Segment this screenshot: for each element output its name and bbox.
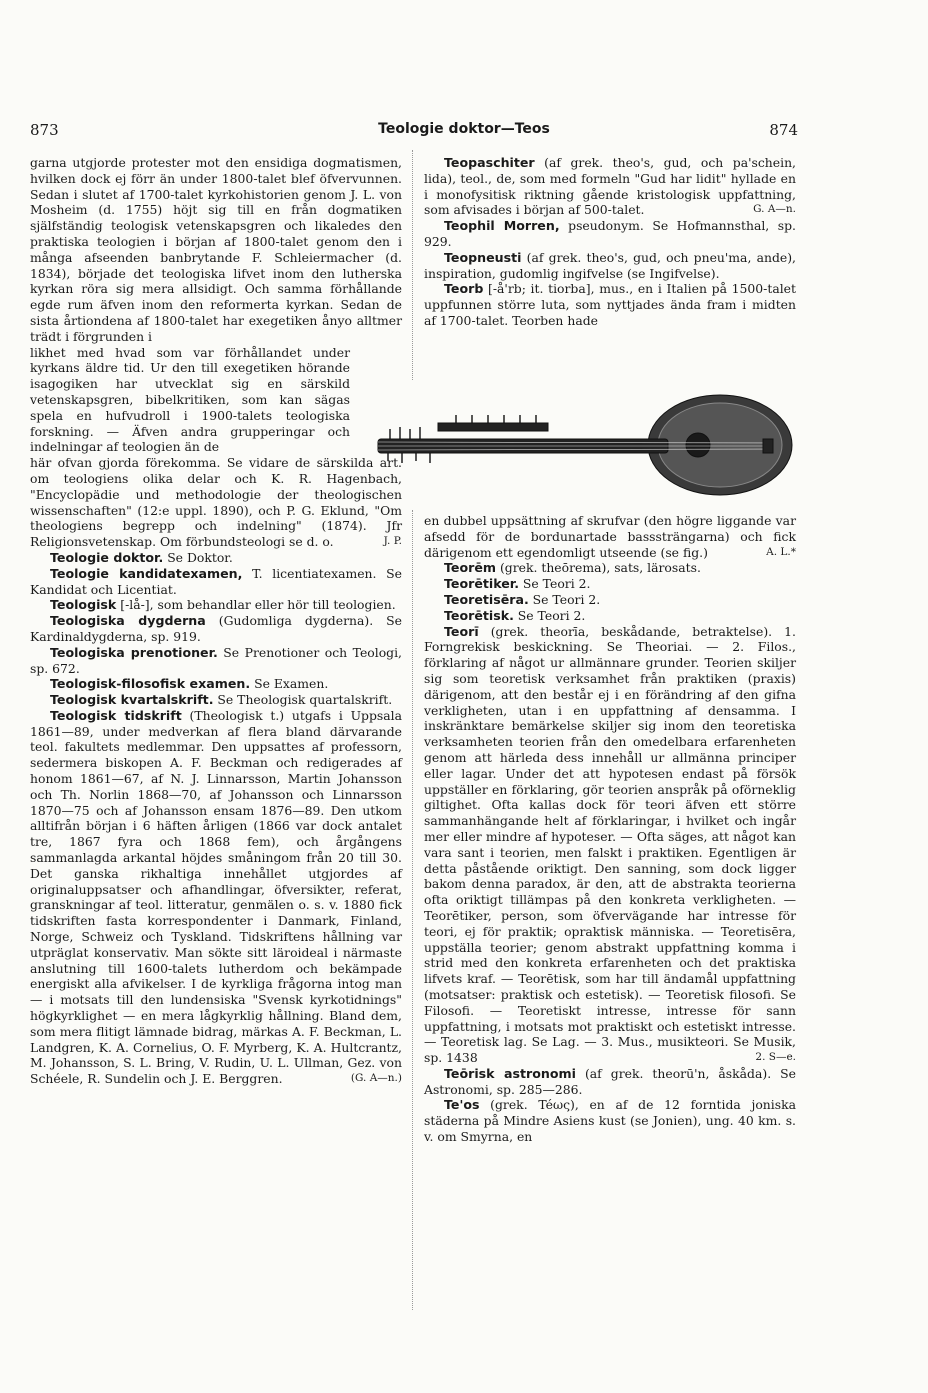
dictionary-entry	[424, 218, 796, 250]
entry-keyword: Teorētisk.	[444, 607, 514, 623]
dictionary-entry	[30, 550, 402, 566]
entry-text: (grek. Téως), en af de 12 forntida joniska städerna på Mindre Asiens kust (se Jonien), ung. 40 km. s. v. om Smyrna, en	[424, 1097, 796, 1145]
left-wrap-text: likhet med hvad som var förhållandet under kyrkans äldre tid. Ur den till exegetiken hörande isagogiken har utvecklat sig en särskild vetenskapsgren, bibelkritiken, som kan sägas spela en hufvudroll i 1900-talets teologiska forskning. — Äfven andra grupperingar och indelningar af teologien än de	[30, 344, 350, 455]
author-signature: G. A—n.	[753, 203, 796, 216]
right-entry-list	[424, 560, 796, 1144]
left-entry-list	[30, 550, 402, 1087]
dictionary-entry	[30, 676, 402, 692]
column-rule-bottom	[412, 510, 413, 1310]
entry-text: Se Teori 2.	[513, 607, 586, 623]
author-signature: 2. S—e.	[755, 1051, 796, 1064]
author-signature: (G. A—n.)	[350, 1072, 402, 1085]
entry-keyword: Teologisk kvartalskrift.	[50, 692, 214, 708]
entry-text: Se Teori 2.	[528, 591, 601, 607]
entry-text: (af grek. theo's, gud, och pa'schein, lida), teol., de, som med formeln "Gud har lidit" hyllade en i monofysitisk riktning gående kristologisk uppfattning, som afvisades i början af 500-talet.	[424, 155, 796, 218]
dictionary-entry	[30, 597, 402, 613]
dictionary-entry	[30, 708, 402, 1087]
dictionary-entry	[30, 613, 402, 645]
right-column-bottom	[424, 513, 796, 1145]
dictionary-entry	[30, 645, 402, 677]
entry-keyword: Teologie doktor.	[50, 549, 164, 565]
dictionary-entry	[424, 281, 796, 328]
entry-keyword: Teologiska prenotioner.	[50, 644, 218, 660]
dictionary-entry	[30, 566, 402, 598]
entry-keyword: Teologiska dygderna	[50, 613, 206, 629]
left-after-body: här ofvan gjorda förekomma. Se vidare de särskilda art. om teologiens olika delar och K. R. Hagenbach, "Encyclopädie und methodologie der theologischen wissenschaften" (12:e uppl. 1890), och P. G. Eklund, "Om theologiens begrepp och indelning" (1874). Jfr Religionsvetenskap. Om förbundsteologi se d. o.	[30, 455, 402, 550]
entry-text: Se Examen.	[250, 676, 329, 692]
entry-text: Se Prenotioner och Teologi, sp. 672.	[30, 644, 403, 676]
dictionary-entry	[424, 560, 796, 576]
entry-keyword: Teorētiker.	[444, 576, 519, 592]
entry-text: [-lå-], som behandlar eller hör till teologien.	[116, 597, 396, 613]
entry-text: [-å'rb; it. tiorba], mus., en i Italien på 1500-talet uppfunnen större luta, som nyttjades ända fram i midten af 1700-talet. Teorben hade	[424, 281, 796, 328]
entry-text: (grek. theōrema), sats, lärosats.	[496, 560, 701, 576]
entry-text: (Gudomliga dygderna). Se Kardinaldygderna, sp. 919.	[30, 613, 402, 644]
entry-keyword: Teōrisk astronomi	[444, 1065, 576, 1081]
theorbo-illustration-icon	[368, 381, 794, 509]
entry-keyword: Teologisk tidskrift	[50, 707, 182, 723]
dictionary-entry	[424, 624, 796, 1066]
teorb-continuation	[424, 513, 796, 560]
author-signature: A. L.*	[766, 545, 796, 558]
teorb-continuation-text: en dubbel uppsättning af skrufvar (den högre liggande var afsedd för de bordunartade basssträngarna) och fick därigenom ett egendomligt utseende (se fig.)	[424, 513, 796, 560]
column-rule-top	[412, 150, 413, 380]
dictionary-entry	[30, 692, 402, 708]
entry-keyword: Teopneusti	[444, 249, 522, 265]
page-number-left: 873	[30, 121, 59, 139]
entry-keyword: Te'os	[444, 1097, 480, 1113]
entry-text: pseudonym. Se Hofmannsthal, sp. 929.	[424, 218, 796, 249]
entry-keyword: Teophil Morren,	[444, 218, 560, 234]
entry-keyword: Teorēm	[444, 560, 496, 576]
running-title: Teologie doktor—Teos	[378, 121, 550, 137]
left-intro-text: garna utgjorde protester mot den ensidiga dogmatismen, hvilken dock ej förr än under 1800-talet blef öfvervunnen. Sedan i slutet af 1700-talet kyrkohistorien genom J. L. von Mosheim (d. 1755) höjt sig till en från dogmatiken själfständig teologisk vetenskapsgren och likaledes den praktiska teologien i början af 1800-talet genom den i många afseenden banbrytande F. Schleiermacher (d. 1834), började det teologiska lifvet inom den lutherska kyrkan röra sig mera allsidigt. Och samma förhållande egde rum äfven inom den reformerta kyrkan. Sedan de sista årtiondena af 1800-talet har exegetiken ånyo alltmer trädt i förgrunden i	[30, 155, 402, 344]
page-number-right: 874	[769, 121, 798, 139]
entry-text: Se Theologisk quartalskrift.	[213, 692, 393, 708]
entry-keyword: Teologie kandidatexamen,	[50, 565, 243, 581]
entry-text: Se Teori 2.	[518, 576, 591, 592]
entry-keyword: Teoretisēra.	[444, 591, 529, 607]
entry-text: Se Doktor.	[163, 549, 233, 565]
left-after-text	[30, 455, 402, 550]
dictionary-entry	[424, 250, 796, 282]
dictionary-entry	[424, 1097, 796, 1144]
dictionary-entry	[424, 1066, 796, 1098]
entry-keyword: Teorī	[444, 623, 479, 639]
dictionary-entry	[424, 576, 796, 592]
author-signature: J. P.	[383, 535, 402, 548]
entry-text: (grek. theorīa, beskådande, betraktelse). 1. Forngrekisk beskickning. Se Theoriai. — 2. Filos., förklaring af något ur allmännare grunder. Teorien skiljer sig som teoretisk verksamhet från praktiken (praxis) därigenom, att den består ej i en förändring af den gifna verkligheten, utan i en uppfattning af densamma. I inskränktare bemärkelse skiljer sig inom den teoretiska verksamheten teorien från den omedelbara erfarenheten genom att härleda dess innehåll ur allmänna principer eller lagar. Under det att hypotesen endast på försök uppställer en förklaring, gör teorien anspråk på oförneklig giltighet. Ofta kallas dock för teori äfven ett större sammanhängande helt af förklaringar, i hvilket och ingår mer eller mindre af hypoteser. — Ofta säges, att något kan vara sant i teorien, men falskt i praktiken. Egentligen är detta påstående oriktigt. Den sanning, som dock ligger bakom denna paradox, är den, att de abstrakta teorierna ofta oriktigt tillämpas på den konkreta verkligheten. — Teorētiker, person, som öfvervägande har intresse för teori, ej för praktik; opraktisk människa. — Teoretisēra, uppställa teorier; genom abstrakt uppfattning komma i strid med den konkreta erfarenheten och det praktiska lifvets kraf. — Teorētisk, som har till ändamål uppfattning (motsatser: praktisk och estetisk). — Teoretisk filosofi. Se Filosofi. — Teoretiskt intresse, intresse för sann uppfattning, i motsats mot praktiskt och estetiskt intresse. — Teoretisk lag. Se Lag. — 3. Mus., musikteori. Se Musik, sp. 1438	[424, 623, 796, 1066]
entry-text: T. licentiatexamen. Se Kandidat och Licentiat.	[30, 565, 403, 597]
left-column	[30, 155, 402, 1087]
dictionary-entry	[424, 592, 796, 608]
entry-keyword: Teologisk	[50, 597, 117, 613]
entry-text: (af grek. theorū'n, åskåda). Se Astronomi, sp. 285—286.	[424, 1065, 796, 1097]
right-column-top	[424, 155, 796, 329]
entry-text: (af grek. theo's, gud, och pneu'ma, ande), inspiration, gudomlig ingifvelse (se Ingifvelse).	[424, 249, 796, 281]
page-header	[0, 121, 928, 141]
entry-keyword: Teopaschiter	[444, 155, 535, 170]
entry-text: (Theologisk t.) utgafs i Uppsala 1861—89, under medverkan af flera bland därvarande teol. fakultets medlemmar. Den uppsattes af professorn, sedermera biskopen A. F. Beckman och redigerades af honom 1861—67, af N. J. Linnarsson, Martin Johansson och Th. Norlin 1868—70, af Johansson och Linnarsson 1870—75 och af Johansson ensam 1876—89. Den utkom alltifrån början i 6 häften årligen (1866 var dock antalet tre, 1867 fyra och 1868 fem), och årgångens sammanlagda arkantal höjdes småningom från 20 till 30. Det ganska rikhaltiga innehållet utgjordes af originaluppsatser och afhandlingar, öfversikter, referat, granskningar af teol. litteratur, genmälen o. s. v. 1880 fick tidskriften fasta korrespondenter i Danmark, Finland, Norge, Schweiz och Tyskland. Tidskriftens hållning var utpräglat konservativ. Man sökte sitt läroideal i närmaste anslutning till 1600-talets lutherdom och bekämpade energiskt alla afvikelser. I de kyrkliga frågorna intog man — i motsats till den lundensiska "Svensk kyrkotidnings" högkyrklighet — en mera lågkyrklig hållning. Bland dem, som mera flitigt lämnade bidrag, märkas A. F. Beckman, L. Landgren, K. A. Cornelius, O. F. Myrberg, K. A. Hultcrantz, M. Johansson, S. L. Bring, V. Rudin, U. L. Ullman, Gez. von Schéele, R. Sundelin och J. E. Berggren.	[30, 707, 402, 1087]
dictionary-entry	[424, 155, 796, 218]
entry-keyword: Teologisk-filosofisk examen.	[50, 676, 251, 692]
entry-keyword: Teorb	[444, 281, 484, 297]
dictionary-entry	[424, 608, 796, 624]
